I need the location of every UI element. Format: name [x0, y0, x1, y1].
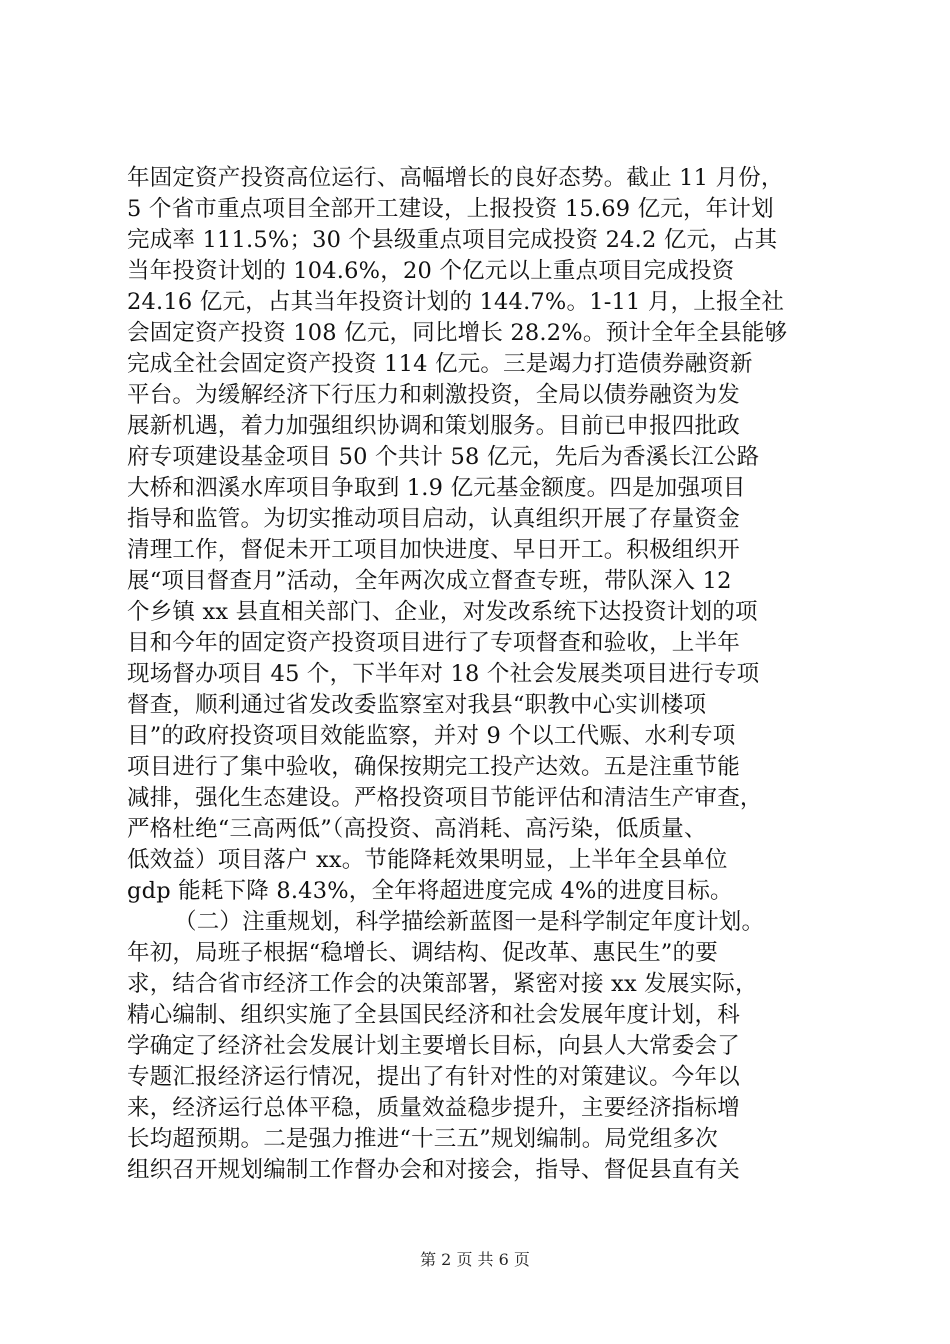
text-line: 个乡镇 xx 县直相关部门、企业，对发改系统下达投资计划的项: [127, 599, 758, 625]
text-line: 24.16 亿元，占其当年投资计划的 144.7%。1-11 月，上报全社: [127, 289, 785, 315]
text-line: 展“项目督查月”活动，全年两次成立督查专班，带队深入 12: [127, 568, 732, 594]
text-line: 学确定了经济社会发展计划主要增长目标，向县人大常委会了: [127, 1033, 740, 1059]
text-line: 现场督办项目 45 个，下半年对 18 个社会发展类项目进行专项: [127, 661, 760, 687]
text-line: 长均超预期。二是强力推进“十三五”规划编制。局党组多次: [127, 1126, 718, 1152]
text-line: 低效益）项目落户 xx。节能降耗效果明显，上半年全县单位: [127, 847, 728, 873]
text-line: 组织召开规划编制工作督办会和对接会，指导、督促县直有关: [127, 1157, 740, 1183]
text-line: 当年投资计划的 104.6%，20 个亿元以上重点项目完成投资: [127, 258, 735, 284]
body-text: [127, 163, 827, 1186]
text-line: 来，经济运行总体平稳，质量效益稳步提升，主要经济指标增: [127, 1095, 740, 1121]
text-line: 平台。为缓解经济下行压力和刺激投资，全局以债券融资为发: [127, 382, 740, 408]
text-line: 精心编制、组织实施了全县国民经济和社会发展年度计划，科: [127, 1002, 740, 1028]
text-line: 专题汇报经济运行情况，提出了有针对性的对策建议。今年以: [127, 1064, 740, 1090]
text-line: 严格杜绝“三高两低”（高投资、高消耗、高污染，低质量、: [127, 816, 707, 842]
text-line: 完成全社会固定资产投资 114 亿元。三是竭力打造债券融资新: [127, 351, 753, 377]
text-line: 府专项建设基金项目 50 个共计 58 亿元，先后为香溪长江公路: [127, 444, 760, 470]
text-line: 指导和监管。为切实推动项目启动，认真组织开展了存量资金: [127, 506, 740, 532]
text-line: 求，结合省市经济工作会的决策部署，紧密对接 xx 发展实际，: [127, 971, 758, 997]
section-heading-line: （二）注重规划，科学描绘新蓝图一是科学制定年度计划。: [174, 909, 765, 935]
text-line: gdp 能耗下降 8.43%，全年将超进度完成 4%的进度目标。: [127, 878, 733, 904]
text-line: 目”的政府投资项目效能监察，并对 9 个以工代赈、水利专项: [127, 723, 736, 749]
text-line: 5 个省市重点项目全部开工建设，上报投资 15.69 亿元，年计划: [127, 196, 774, 222]
text-line: 减排，强化生态建设。严格投资项目节能评估和清洁生产审查，: [127, 785, 763, 811]
text-line: 清理工作，督促未开工项目加快进度、早日开工。积极组织开: [127, 537, 740, 563]
text-line: 目和今年的固定资产投资项目进行了专项督查和验收，上半年: [127, 630, 740, 656]
text-line: 展新机遇，着力加强组织协调和策划服务。目前已申报四批政: [127, 413, 740, 439]
text-line: 完成率 111.5%；30 个县级重点项目完成投资 24.2 亿元，占其: [127, 227, 778, 253]
page-footer: 第 2 页 共 6 页: [420, 1250, 530, 1269]
text-line: 项目进行了集中验收，确保按期完工投产达效。五是注重节能: [127, 754, 740, 780]
text-line: 督查，顺利通过省发改委监察室对我县“职教中心实训楼项: [127, 692, 707, 718]
text-line: 会固定资产投资 108 亿元，同比增长 28.2%。预计全年全县能够: [127, 320, 788, 346]
text-line: 大桥和泗溪水库项目争取到 1.9 亿元基金额度。四是加强项目: [127, 475, 746, 501]
text-line: 年固定资产投资高位运行、高幅增长的良好态势。截止 11 月份，: [127, 165, 784, 191]
text-line: 年初，局班子根据“稳增长、调结构、促改革、惠民生”的要: [127, 940, 718, 966]
